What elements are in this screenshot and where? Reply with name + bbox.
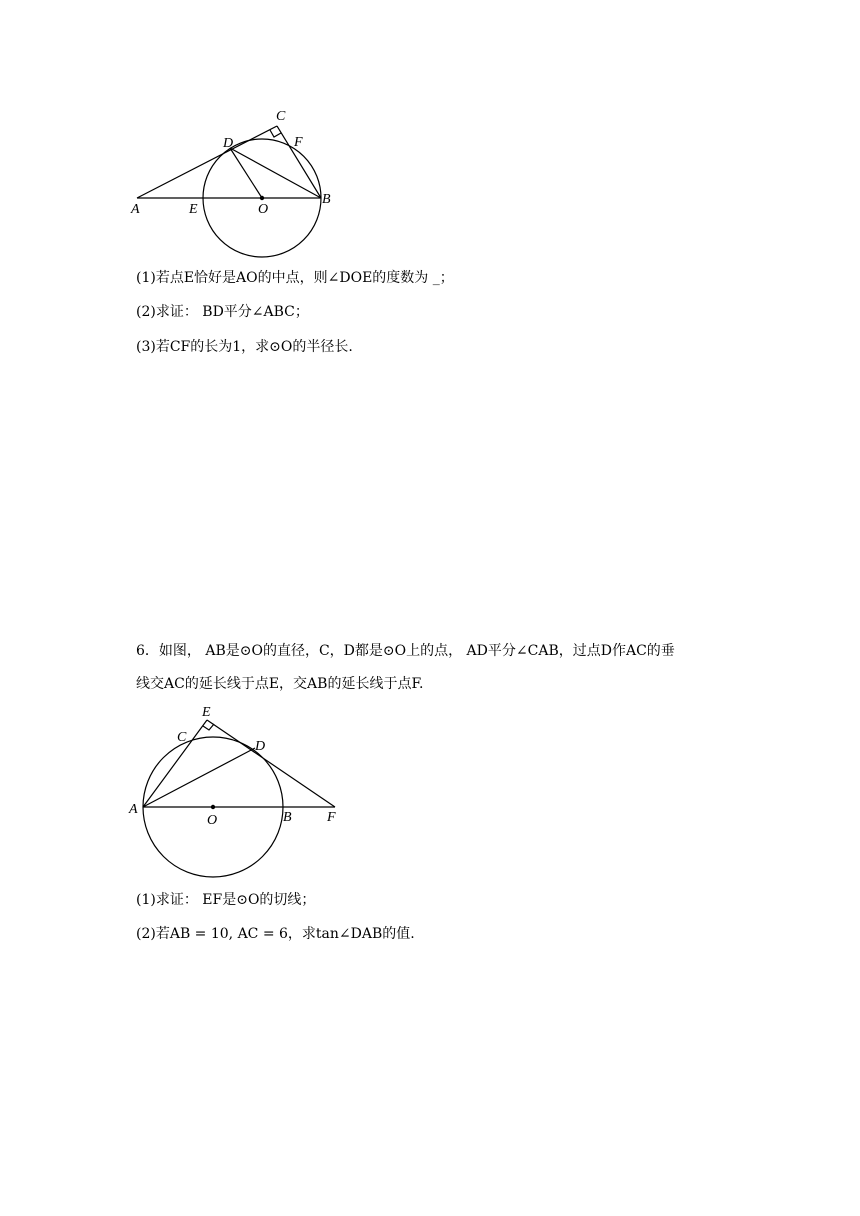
label-d: D [223,136,234,151]
right-angle-mark [270,130,281,137]
label-o: O [207,813,218,828]
right-angle-mark [203,724,214,730]
q6-part1: (1)求证： EF是⊙O的切线； [136,892,316,908]
segment-ae [143,720,207,807]
label-f: F [327,810,336,825]
q5-part2: (2)求证： BD平分∠ABC； [136,304,309,320]
label-d: D [255,739,266,754]
q6-part2: (2)若AB = 10, AC = 6，求tan∠DAB的值. [136,926,415,942]
label-a: A [131,202,140,217]
q6-stem-line1: 6．如图， AB是⊙O的直径，C，D都是⊙O上的点， AD平分∠CAB，过点D作AC的垂 [136,643,675,659]
label-c: C [177,730,187,745]
center-dot [260,196,264,200]
label-b: B [283,810,292,825]
label-a: A [129,802,138,817]
figure-1-diagram [120,100,350,265]
q6-stem-line2: 线交AC的延长线于点E，交AB的延长线于点F. [136,676,424,692]
label-e: E [202,705,211,720]
figure-2-diagram [125,700,355,880]
segment-db [230,148,321,198]
label-b: B [322,192,331,207]
q5-part3: (3)若CF的长为1，求⊙O的半径长. [136,339,353,355]
label-c: C [276,109,286,124]
segment-od [230,148,262,198]
center-dot [211,805,215,809]
label-f: F [294,135,303,150]
label-o: O [258,202,269,217]
q5-part1: (1)若点E恰好是AO的中点，则∠DOE的度数为 _； [136,270,454,286]
label-e: E [189,202,198,217]
segment-ad [143,748,255,807]
